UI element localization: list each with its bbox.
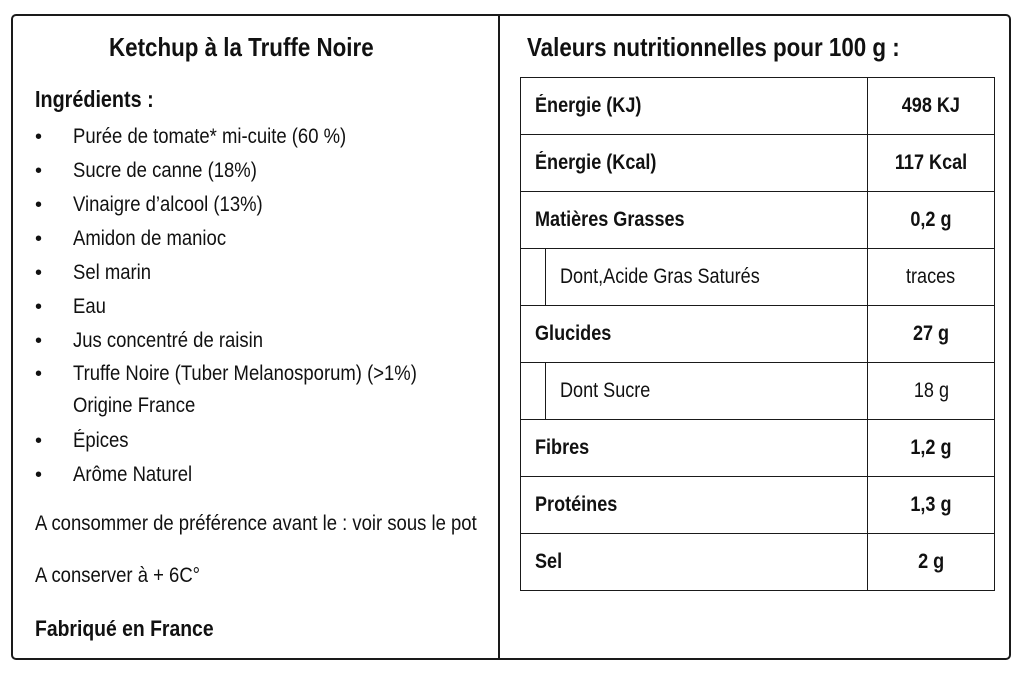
nutrient-name: Matières Grasses bbox=[521, 192, 868, 249]
list-item: • Purée de tomate* mi-cuite (60 %) bbox=[35, 125, 347, 148]
nutrition-table bbox=[520, 77, 995, 591]
list-item: • Truffe Noire (Tuber Melanosporum) (>1%) Origine France bbox=[35, 362, 417, 417]
list-item: • Amidon de manioc bbox=[35, 227, 227, 250]
nutrient-name: Fibres bbox=[521, 420, 868, 477]
nutrient-value: 18 g bbox=[868, 363, 995, 420]
table-row bbox=[521, 420, 995, 477]
column-divider bbox=[498, 16, 500, 658]
nutrient-value: 1,2 g bbox=[868, 420, 995, 477]
best-before-note: A consommer de préférence avant le : voir sous le pot bbox=[35, 512, 477, 535]
nutrient-name: Énergie (Kcal) bbox=[521, 135, 868, 192]
nutrient-value: 2 g bbox=[868, 534, 995, 591]
product-label bbox=[11, 14, 1011, 660]
list-item: • Sucre de canne (18%) bbox=[35, 159, 257, 182]
nutrient-value: 117 Kcal bbox=[868, 135, 995, 192]
nutrient-name: Glucides bbox=[521, 306, 868, 363]
table-row bbox=[521, 135, 995, 192]
table-row bbox=[521, 249, 995, 306]
nutrient-subname: Dont Sucre bbox=[521, 363, 868, 420]
storage-note: A conserver à + 6C° bbox=[35, 564, 201, 587]
ingredients-list bbox=[35, 120, 464, 492]
product-title: Ketchup à la Truffe Noire bbox=[109, 32, 374, 62]
origin-note: Fabriqué en France bbox=[35, 616, 214, 641]
nutrition-title: Valeurs nutritionnelles pour 100 g : bbox=[527, 32, 900, 62]
nutrient-value: 498 KJ bbox=[868, 78, 995, 135]
nutrient-subname: Dont,Acide Gras Saturés bbox=[521, 249, 868, 306]
ingredients-heading: Ingrédients : bbox=[35, 86, 154, 112]
table-row bbox=[521, 534, 995, 591]
list-item: • Eau bbox=[35, 295, 106, 318]
list-item: • Arôme Naturel bbox=[35, 463, 193, 486]
nutrient-value: traces bbox=[868, 249, 995, 306]
list-item: • Épices bbox=[35, 429, 129, 452]
table-row bbox=[521, 192, 995, 249]
table-row bbox=[521, 306, 995, 363]
table-row bbox=[521, 477, 995, 534]
table-row bbox=[521, 363, 995, 420]
list-item: • Vinaigre d’alcool (13%) bbox=[35, 193, 263, 216]
list-item: • Sel marin bbox=[35, 261, 152, 284]
nutrient-name: Protéines bbox=[521, 477, 868, 534]
list-item: • Jus concentré de raisin bbox=[35, 329, 264, 352]
table-row bbox=[521, 78, 995, 135]
nutrient-value: 0,2 g bbox=[868, 192, 995, 249]
nutrient-name: Énergie (KJ) bbox=[521, 78, 868, 135]
nutrient-value: 1,3 g bbox=[868, 477, 995, 534]
nutrient-value: 27 g bbox=[868, 306, 995, 363]
nutrient-name: Sel bbox=[521, 534, 868, 591]
